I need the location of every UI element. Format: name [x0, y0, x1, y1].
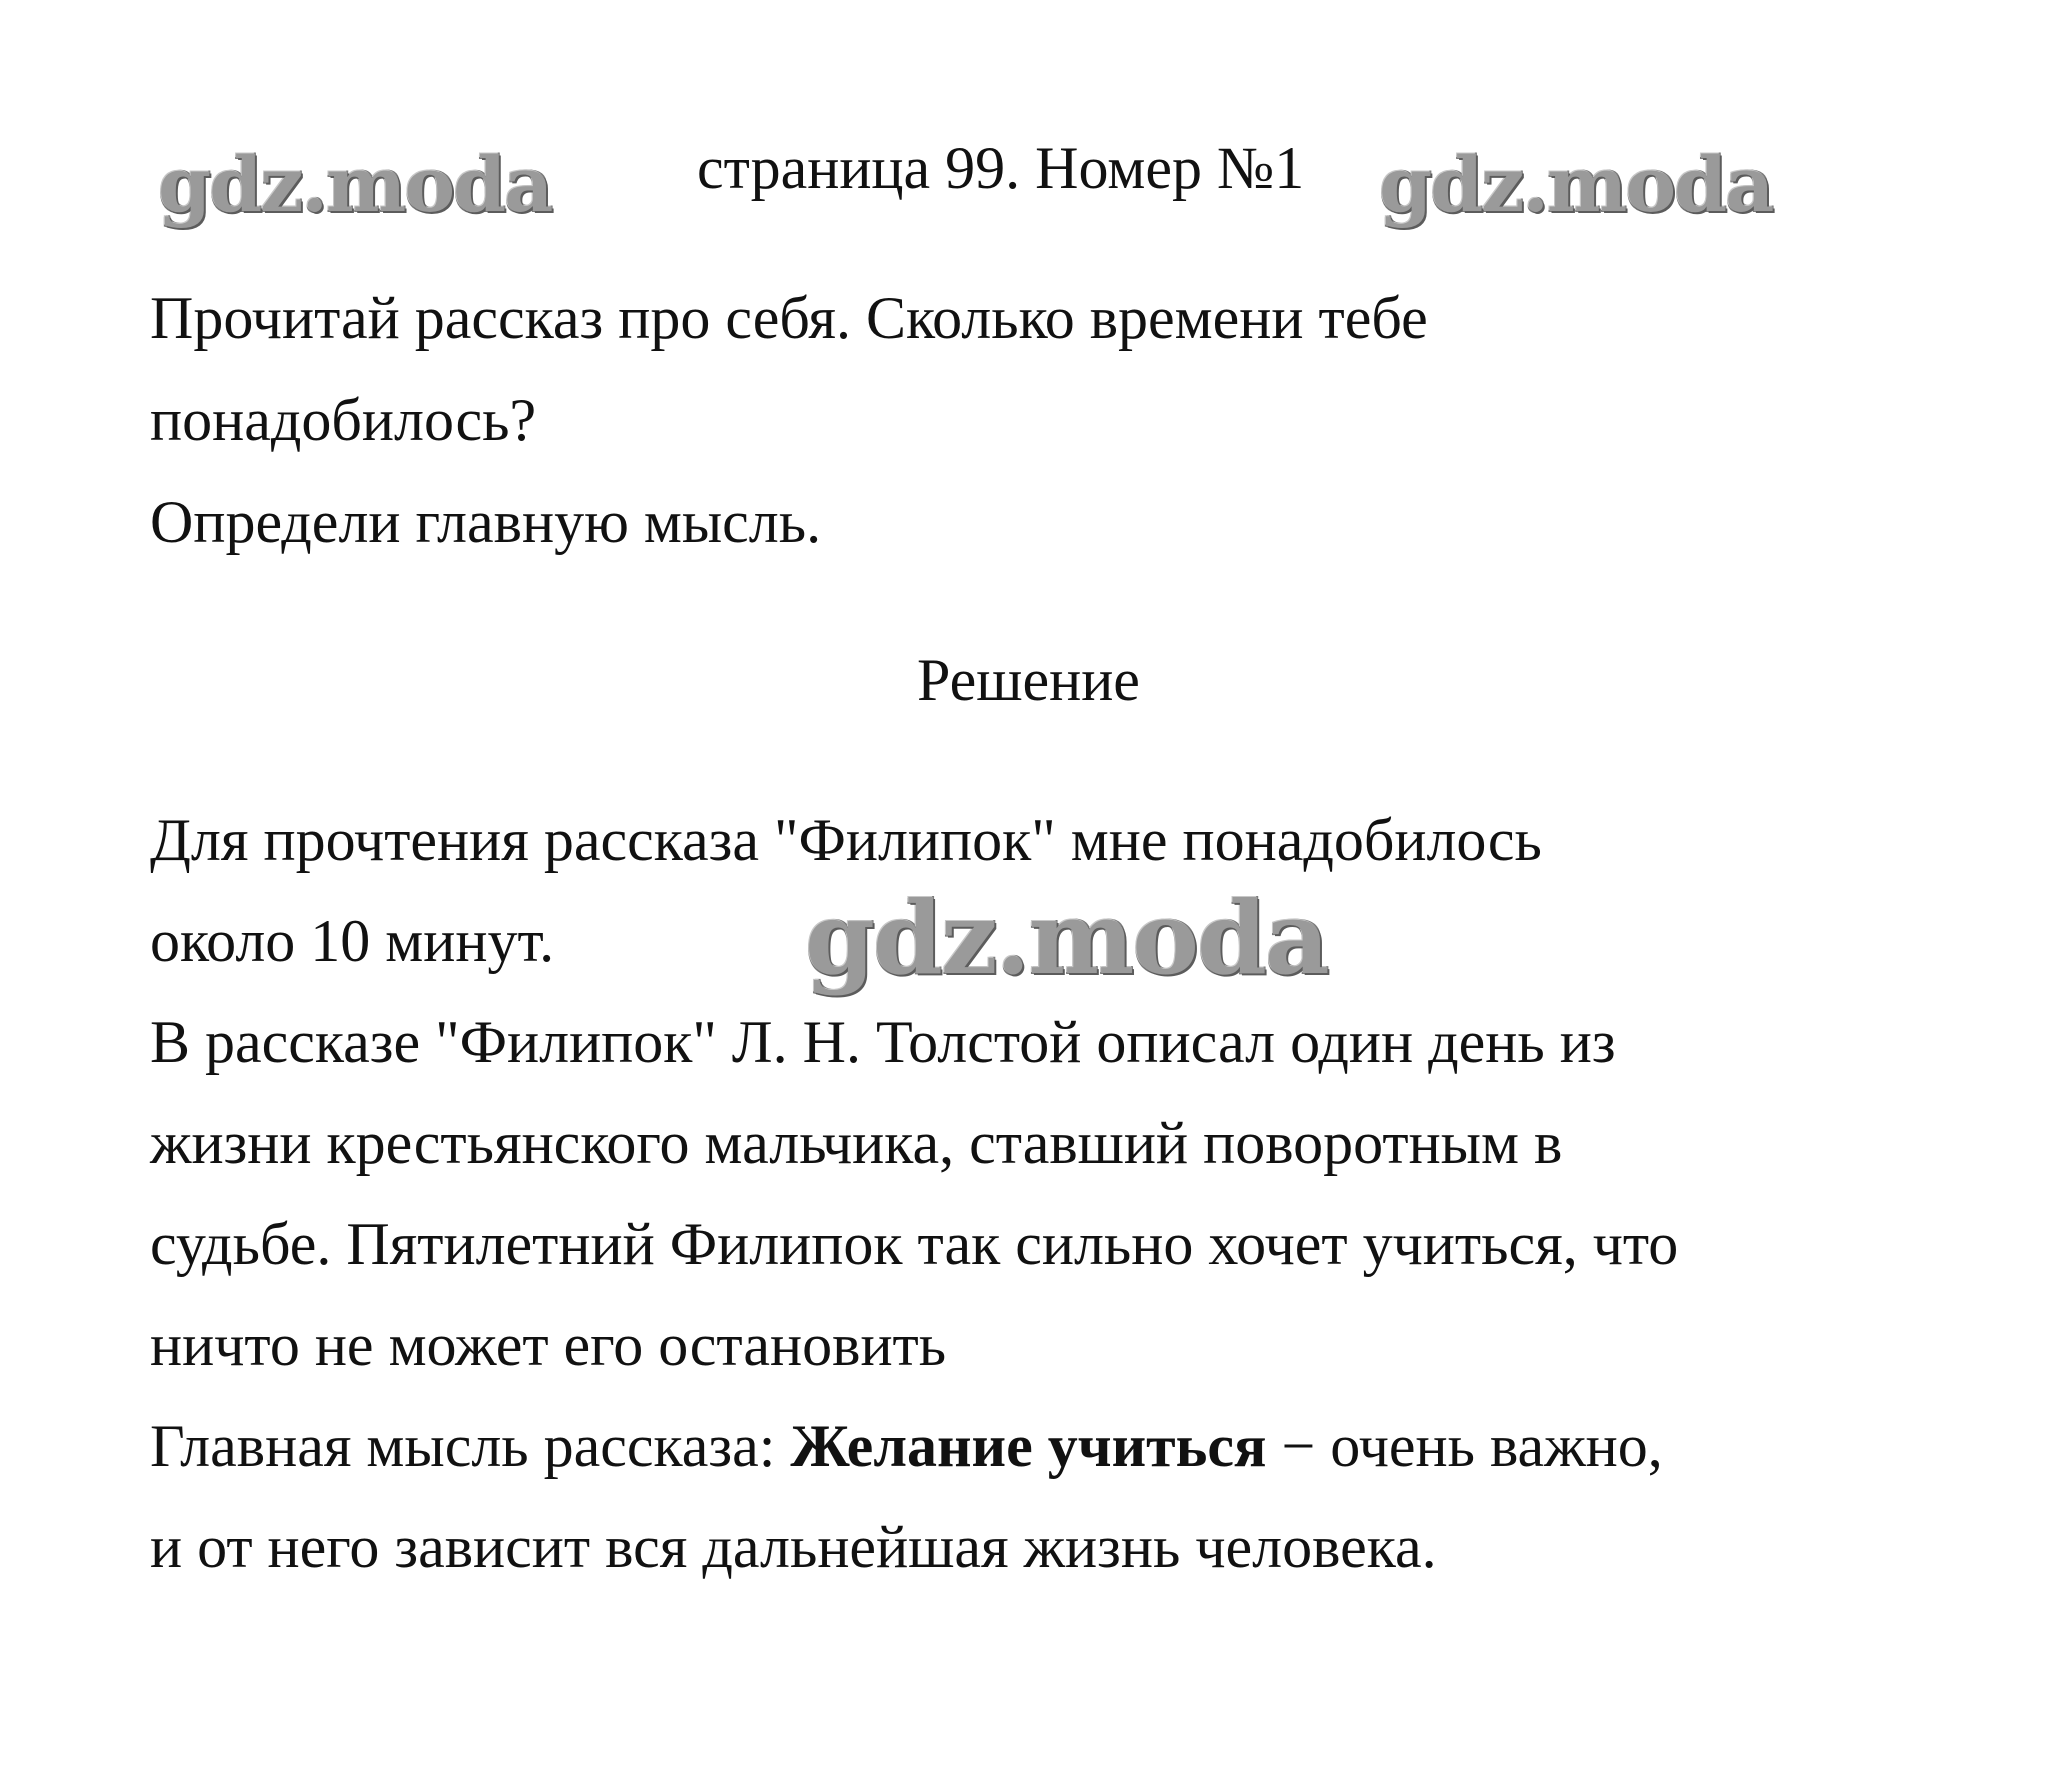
watermark-logo: gdz.moda: [1379, 140, 1773, 229]
solution-line-5: судьбе. Пятилетний Филипок так сильно хочет учиться, что: [150, 1211, 1679, 1277]
watermark-logo: gdz.moda: [805, 879, 1328, 997]
task-line-1: Прочитай рассказ про себя. Сколько времени тебе: [150, 285, 1428, 351]
solution-line-1: Для прочтения рассказа "Филипок" мне понадобилось: [150, 807, 1542, 873]
solution-heading: Решение: [917, 647, 1140, 713]
solution-line-2: около 10 минут.: [150, 908, 555, 974]
solution-line-6: ничто не может его остановить: [150, 1312, 947, 1378]
task-line-3: Определи главную мысль.: [150, 489, 822, 555]
solution-line-3: В рассказе "Филипок" Л. Н. Толстой описал один день из: [150, 1009, 1616, 1075]
solution-last-line: и от него зависит вся дальнейшая жизнь человека.: [150, 1514, 1437, 1580]
solution-line-4: жизни крестьянского мальчика, ставший поворотным в: [150, 1110, 1563, 1176]
task-line-2: понадобилось?: [150, 387, 537, 453]
main-idea-line: [150, 1406, 1663, 1486]
main-idea-bold: Желание учиться: [790, 1413, 1267, 1479]
page-title: страница 99. Номер №1: [697, 135, 1305, 201]
main-idea-prefix: Главная мысль рассказа:: [150, 1413, 791, 1479]
watermark-logo: gdz.moda: [158, 140, 552, 229]
main-idea-suffix: − очень важно,: [1266, 1413, 1663, 1479]
